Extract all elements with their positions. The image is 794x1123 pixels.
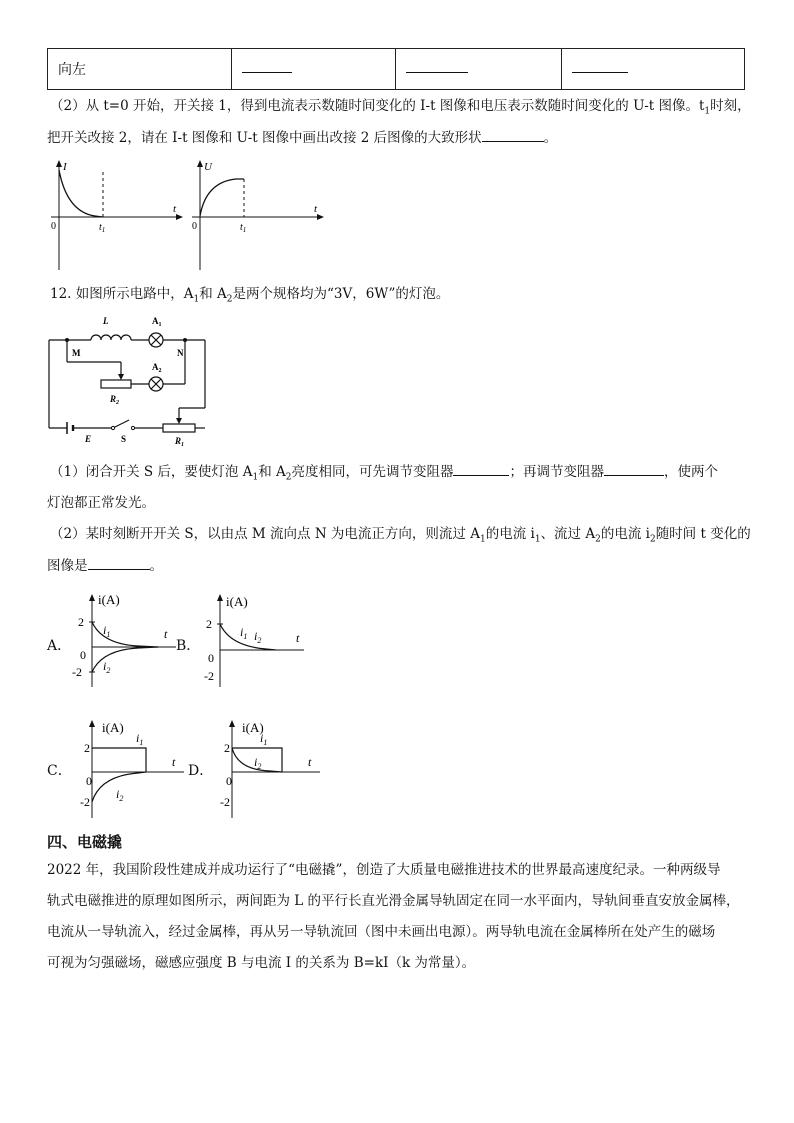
q12-2-line1: （2）某时刻断开开关 S，以由点 M 流向点 N 为电流正方向，则流过 $A_1$的电流 $i_1$、流过 $A_2$的电流 $i_2$随时间 t 变化的 [50, 526, 751, 545]
q12-2-line2 [47, 556, 163, 576]
label-i1: i [136, 731, 140, 745]
label-i2: i [254, 629, 258, 643]
label-s: S [121, 434, 127, 444]
answer-blank[interactable] [604, 475, 664, 476]
y-axis-arrow [56, 160, 62, 167]
x-label: t [173, 203, 177, 215]
option-b-label[interactable]: B． [176, 638, 201, 654]
answer-blank[interactable] [453, 475, 509, 476]
label-r2: R [110, 394, 117, 404]
label-i2: i [116, 787, 120, 801]
q12-2-text: （2）某时刻断开开关 S，以由点 M 流向点 N 为电流正方向，则流过 A [50, 526, 480, 542]
q12-1-text: ；再调节变阻器 [509, 464, 604, 480]
table-cell[interactable] [396, 49, 562, 90]
y-label: i(A) [242, 720, 264, 735]
label-l: L [103, 316, 109, 326]
svg-text:i1 [103, 623, 110, 639]
q12-2-text: 随时间 t 变化的 [655, 526, 751, 542]
tick-2: 2 [224, 741, 230, 755]
table-cell[interactable] [562, 49, 745, 90]
section4-para-line1: 2022 年，我国阶段性建成并成功运行了“电磁撬”，创造了大质量电磁推进技术的世界最高速度纪录。一种两级导 [47, 862, 721, 878]
origin-label: 0 [192, 221, 197, 232]
label-a2: A [152, 362, 159, 372]
y-label: I [63, 161, 67, 173]
x-label: t [314, 203, 318, 215]
y-label: U [204, 161, 212, 173]
y-axis-arrow [197, 160, 203, 167]
q11-2-text-end: 时刻， [710, 98, 751, 114]
answer-blank[interactable] [482, 141, 544, 142]
y-label: i(A) [98, 592, 120, 607]
q12-1-text2: 灯泡都正常发光。 [47, 495, 155, 511]
q12-2-text: 的电流 i [600, 526, 650, 542]
q12-stem [50, 284, 449, 310]
section4-para-line4: 可视为匀强磁场，磁感应强度 B 与电流 I 的关系为 B=kI（k 为常量）。 [47, 955, 476, 971]
sub: 1 [243, 632, 248, 641]
tick-2: 2 [206, 617, 212, 631]
label-n: N [177, 348, 184, 358]
tick-minus2: -2 [72, 665, 82, 679]
subscript: 2 [226, 294, 233, 305]
rheostat-r1 [163, 424, 195, 432]
svg-text:A2: $A_2$ [152, 362, 162, 374]
x-label: t [172, 755, 176, 769]
origin-label: 0 [51, 221, 56, 232]
svg-text:i1 [260, 731, 267, 747]
curve-i1-i2 [220, 624, 276, 650]
option-a-label[interactable]: A． [47, 638, 72, 654]
ut-graph [186, 158, 326, 273]
tick-0: 0 [86, 774, 92, 788]
section4-para-line2: 轨式电磁推进的原理如图所示，两间距为 L 的平行长直光滑金属导轨固定在同一水平面内，导轨间垂直安放金属棒， [47, 893, 740, 909]
answer-blank[interactable] [406, 72, 468, 73]
subscript: 1 [193, 294, 200, 305]
curve-i1 [92, 748, 146, 772]
q12-1-text: 和 A [258, 464, 286, 480]
tick-0: 0 [208, 651, 214, 665]
svg-text:t1 [99, 222, 105, 234]
q11-2-line1 [50, 96, 751, 122]
label-i1: i [240, 625, 244, 639]
tick-2: 2 [78, 615, 84, 629]
label-i1: i [260, 731, 264, 745]
q12-text: 12. 如图所示电路中，A [50, 286, 194, 302]
rise-curve [200, 179, 244, 216]
answer-table [47, 48, 745, 90]
tick-0: 0 [226, 774, 232, 788]
x-label: t [164, 627, 168, 641]
tick-sub: 1 [101, 226, 106, 234]
sub: 2 [119, 794, 124, 803]
label-i1: i [103, 623, 107, 637]
label-e: E [85, 434, 92, 444]
rheostat-r2 [101, 380, 131, 388]
sub: 1 [263, 738, 268, 747]
x-axis-arrow [317, 214, 324, 220]
svg-text:i1 [136, 731, 143, 747]
tick-label: t [240, 222, 243, 233]
y-label: i(A) [226, 594, 248, 609]
label-i2: i [254, 755, 258, 769]
label-i2: i [103, 659, 107, 673]
q12-1-text: （1）闭合开关 S 后，要使灯泡 A [50, 464, 253, 480]
q12-1-text: ，使两个 [663, 464, 718, 480]
answer-blank[interactable] [242, 72, 292, 73]
option-c-label[interactable]: C． [47, 763, 72, 779]
tick-sub: 1 [242, 226, 247, 234]
decay-curve [59, 170, 103, 217]
sub: 2 [106, 666, 111, 675]
q12-1-line2 [47, 493, 155, 513]
q12-text-mid: 和 A [199, 286, 227, 302]
label-r1: R [175, 436, 182, 446]
svg-text:i2 [254, 755, 261, 771]
sub: 2 [257, 762, 262, 771]
switch-s[interactable] [113, 420, 129, 428]
option-c-graph[interactable] [68, 714, 188, 820]
svg-text:i2 [116, 787, 123, 803]
label-m: M [72, 348, 81, 358]
it-graph [45, 158, 185, 273]
curve-i2 [92, 647, 158, 672]
section-title: 四、电磁撬 [47, 833, 123, 851]
q12-2-text: 、流过 A [540, 526, 596, 542]
sub: 2 [257, 636, 262, 645]
tick-minus2: -2 [80, 795, 90, 809]
punct: 。 [149, 558, 163, 574]
option-d-label[interactable]: D． [188, 763, 214, 779]
circuit-diagram [45, 310, 220, 450]
q12-text-end: 是两个规格均为“3V，6W”的灯泡。 [232, 286, 450, 302]
tick-minus2: -2 [204, 669, 214, 683]
svg-text:R1: $R_1$ [175, 436, 185, 448]
q12-1-line1: （1）闭合开关 S 后，要使灯泡 $A_1$和 $A_2$亮度相同，可先调节变阻器 ；再调节变阻器 ，使两个 [50, 464, 718, 483]
tick-0: 0 [80, 648, 86, 662]
option-b-graph[interactable] [196, 590, 311, 690]
svg-text:R2: $R_2$ [110, 394, 120, 406]
option-d-graph[interactable] [208, 714, 328, 820]
tick-minus2: -2 [220, 795, 230, 809]
sub: 1 [106, 630, 111, 639]
subscript: 1 [704, 106, 711, 117]
tick-label: t [99, 222, 102, 233]
q11-2-text: （2）从 t=0 开始，开关接 1，得到电流表示数随时间变化的 I-t 图像和电压表示数随时间变化的 U-t 图像。t [50, 98, 705, 114]
table-cell-text: 向左 [58, 62, 86, 78]
q12-1-text: 亮度相同，可先调节变阻器 [291, 464, 454, 480]
slider-arrow [176, 418, 182, 424]
svg-text:A1: $A_1$ [152, 316, 162, 328]
svg-text:i2 [103, 659, 110, 675]
option-a-graph[interactable] [68, 590, 183, 690]
q11-2-line2 [47, 128, 557, 148]
section4-para-line3: 电流从一导轨流入，经过金属棒，再从另一导轨流回（图中未画出电源）。两导轨电流在金属棒所在处产生的磁场 [47, 924, 716, 940]
tick-2: 2 [84, 741, 90, 755]
q12-2-text: 的电流 i [485, 526, 535, 542]
label-a1: A [152, 316, 159, 326]
x-label: t [296, 631, 300, 645]
x-label: t [308, 755, 312, 769]
table-cell [48, 49, 232, 90]
svg-text:i1 [240, 625, 247, 641]
inductor [91, 335, 131, 340]
slider-arrow [118, 374, 124, 380]
q12-2-text2: 图像是 [47, 558, 88, 574]
svg-text:i2 [254, 629, 261, 645]
q11-2-text2: 把开关改接 2，请在 I-t 图像和 U-t 图像中画出改接 2 后图像的大致形状 [47, 130, 482, 146]
table-cell[interactable] [232, 49, 396, 90]
answer-blank[interactable] [572, 72, 628, 73]
curve-i1 [92, 622, 158, 647]
sub: 1 [139, 738, 144, 747]
y-label: i(A) [102, 720, 124, 735]
svg-text:t1 [240, 222, 246, 234]
answer-blank[interactable] [88, 569, 150, 570]
punct: 。 [543, 130, 558, 146]
x-axis-arrow [176, 214, 183, 220]
